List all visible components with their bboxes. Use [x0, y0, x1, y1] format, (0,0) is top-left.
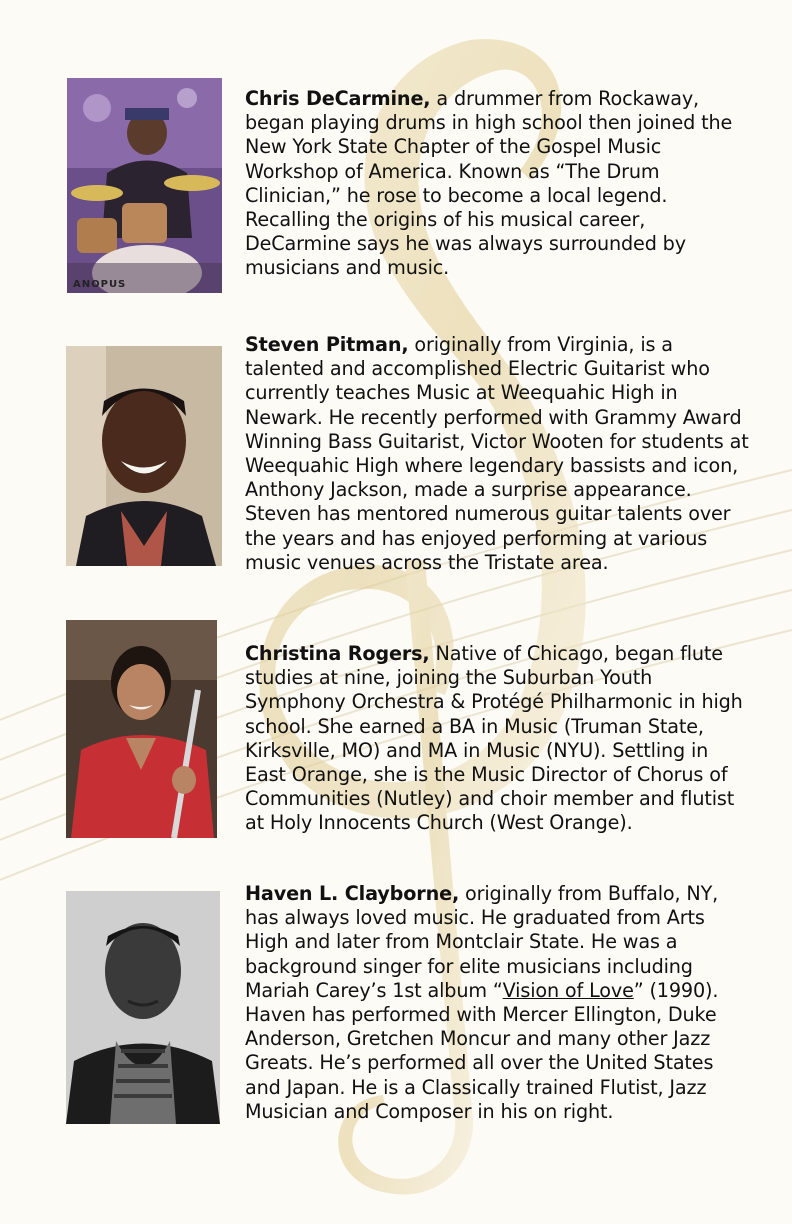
- photo-steven-pitman: [66, 346, 222, 566]
- bio-text-chris-decarmine: [245, 87, 750, 281]
- bio-text-christina-rogers: [245, 642, 750, 836]
- drum-brand-text: ANOPUS: [73, 279, 127, 290]
- bio-text-steven-pitman: [245, 333, 750, 575]
- bio-text-haven-clayborne: [245, 882, 750, 1124]
- name-steven-pitman: Steven Pitman,: [245, 333, 409, 356]
- name-haven-clayborne: Haven L. Clayborne,: [245, 882, 460, 905]
- bio-body: a drummer from Rockaway, began playing drums in high school then joined the New York State Chapter of the Gospel Music Workshop of America. Known as “The Drum Clinician,” he rose to become a local legend. Recalling the origins of his musical career, DeCarmine says he was always surrounded by musicians and music.: [245, 87, 733, 280]
- photo-chris-decarmine: [67, 78, 222, 293]
- bio-body: originally from Buffalo, NY, has always loved music. He graduated from Arts High and later from Montclair State. He was a background singer for elite musicians including Mariah Carey’s 1st album “: [245, 882, 719, 1002]
- bio-body: originally from Virginia, is a talented and accomplished Electric Guitarist who currently teaches Music at Weequahic High in Newark. He recently performed with Grammy Award Winning Bass Guitarist, Victor Wooten for students at Weequahic High where legendary bassists and icon, Anthony Jackson, made a surprise appearance. Steven has mentored numerous guitar talents over the years and has enjoyed performing at various music venues across the Tristate area.: [245, 333, 749, 574]
- name-chris-decarmine: Chris DeCarmine,: [245, 87, 431, 110]
- album-title-link[interactable]: Vision of Love: [502, 978, 634, 1002]
- photo-christina-rogers: [66, 620, 217, 838]
- bio-body-cont: ” (1990). Haven has performed with Mercer Ellington, Duke Anderson, Gretchen Moncur and many other Jazz Greats. He’s performed all over the United States and Japan. He is a Classically trained Flutist, Jazz Musician and Composer in his on right.: [245, 978, 719, 1123]
- photo-haven-clayborne: [66, 891, 220, 1124]
- bio-body: Native of Chicago, began flute studies at nine, joining the Suburban Youth Symphony Orchestra & Protégé Philharmonic in high school. She earned a BA in Music (Truman State, Kirksville, MO) and MA in Music (NYU). Settling in East Orange, she is the Music Director of Chorus of Communities (Nutley) and choir member and flutist at Holy Innocents Church (West Orange).: [245, 642, 743, 835]
- name-christina-rogers: Christina Rogers,: [245, 642, 430, 665]
